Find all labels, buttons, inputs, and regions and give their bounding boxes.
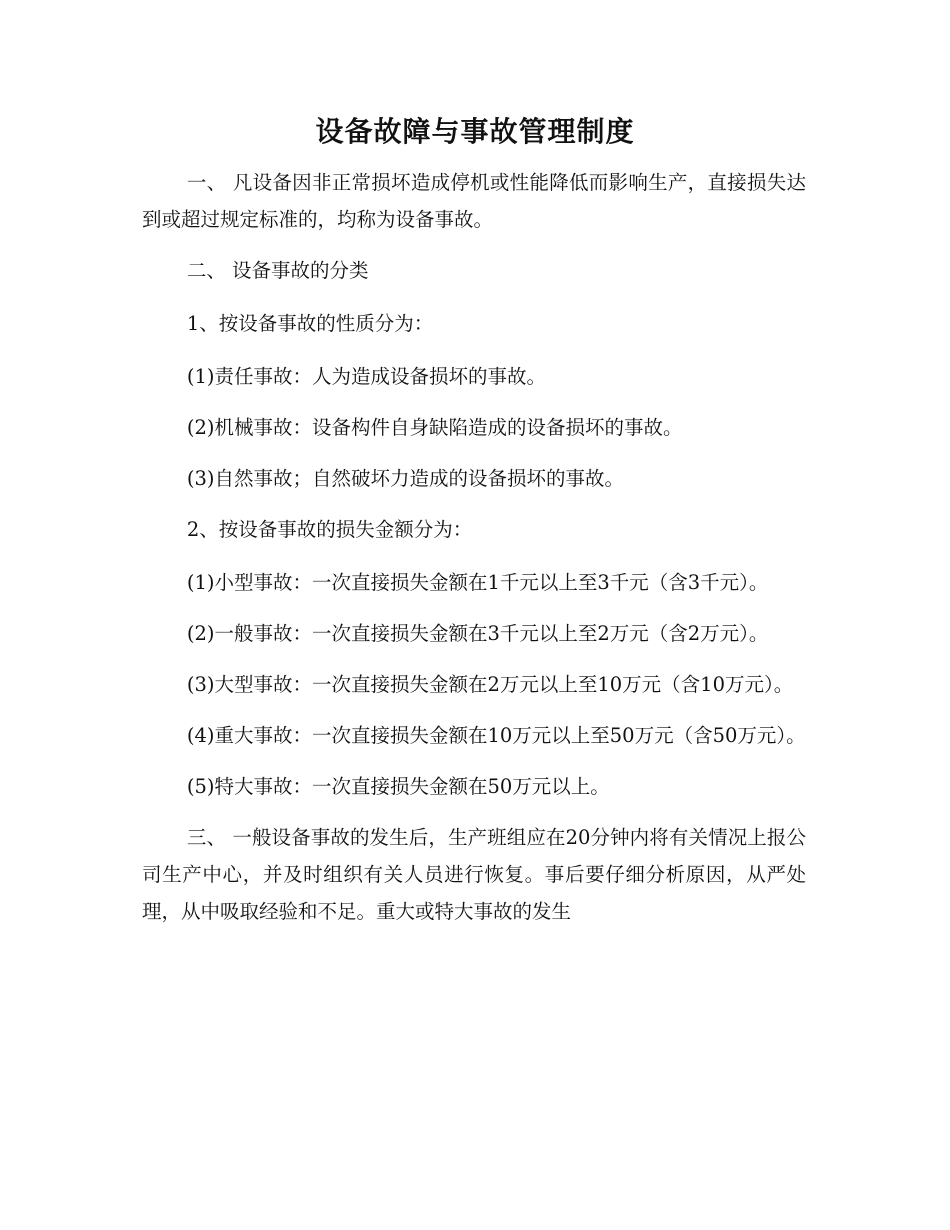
document-body [142,164,806,944]
list-item-responsibility-accident: (1)责任事故：人为造成设备损坏的事故。 [186,365,546,388]
list-item-major-accident: (4)重大事故：一次直接损失金额在10万元以上至50万元（含50万元）。 [186,724,806,747]
subheading-by-loss-amount: 2、按设备事故的损失金额分为： [186,518,473,541]
list-item-small-accident: (1)小型事故：一次直接损失金额在1千元以上至3千元（含3千元）。 [186,571,769,594]
document-title: 设备故障与事故管理制度 [315,115,635,148]
list-item-large-accident: (3)大型事故：一次直接损失金额在2万元以上至10万元（含10万元）。 [186,673,794,696]
paragraph-reporting-procedure: 三、 一般设备事故的发生后，生产班组应在20分钟内将有关情况上报公司生产中心，并及时组织有关人员进行恢复。事后要仔细分析原因，从严处理，从中吸取经验和不足。重大或特大事故的发生 [142,826,806,923]
list-item-mechanical-accident: (2)机械事故：设备构件自身缺陷造成的设备损坏的事故。 [186,416,683,439]
list-item-general-accident: (2)一般事故：一次直接损失金额在3千元以上至2万元（含2万元）。 [186,622,769,645]
section-heading-classification: 二、 设备事故的分类 [186,259,369,282]
paragraph-definition: 一、 凡设备因非正常损坏造成停机或性能降低而影响生产，直接损失达到或超过规定标准的，均称为设备事故。 [142,171,806,231]
subheading-by-nature: 1、按设备事故的性质分为： [186,312,434,335]
list-item-natural-accident: (3)自然事故；自然破坏力造成的设备损坏的事故。 [186,467,624,490]
list-item-extraordinary-accident: (5)特大事故：一次直接损失金额在50万元以上。 [186,775,610,798]
